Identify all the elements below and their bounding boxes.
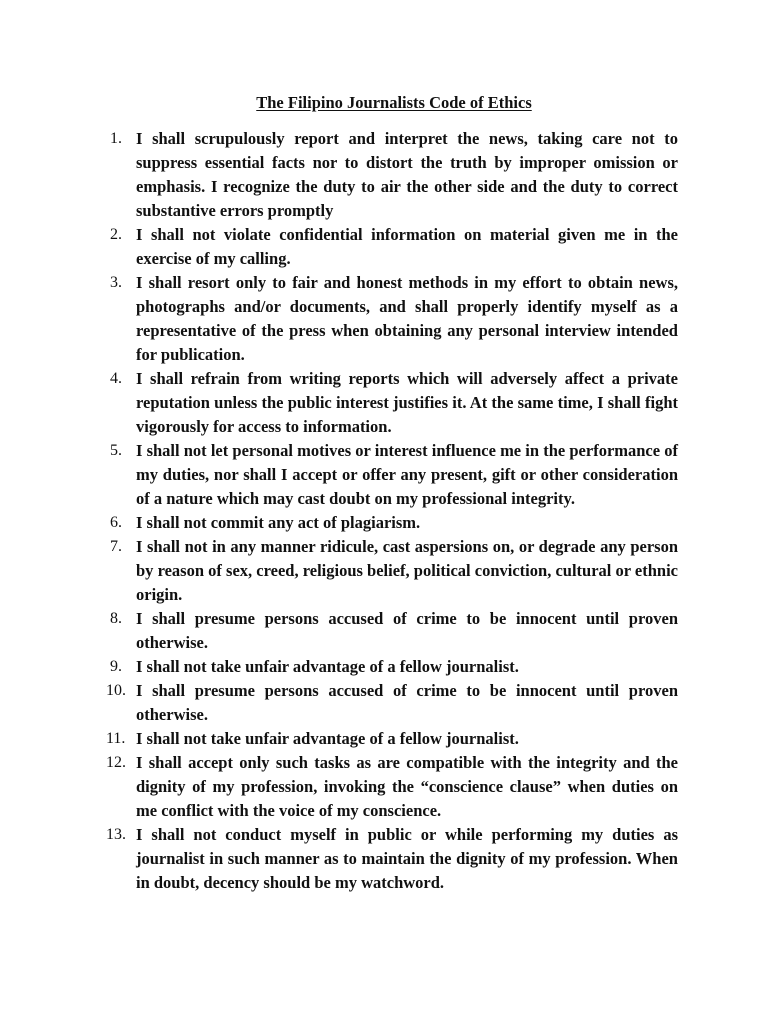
list-item [104,679,678,727]
list-item [104,727,678,751]
item-text: I shall accept only such tasks as are compatible with the integrity and the dignity of my profession, invoking the “conscience clause” when duties on me conflict with the voice of my conscience. [136,753,678,820]
item-text: I shall not violate confidential information on material given me in the exercise of my calling. [136,225,678,268]
item-text: I shall refrain from writing reports which will adversely affect a private reputation unless the public interest justifies it. At the same time, I shall fight vigorously for access to information. [136,369,678,436]
item-text: I shall not take unfair advantage of a fellow journalist. [136,657,519,676]
list-item [104,367,678,439]
document-title: The Filipino Journalists Code of Ethics [256,93,532,112]
item-number: 3. [110,274,122,291]
item-number: 1. [110,130,122,147]
item-text: I shall not let personal motives or interest influence me in the performance of my duties, nor shall I accept or offer any present, gift or other consideration of a nature which may cast doubt on my professional integrity. [136,441,678,508]
item-number: 9. [110,658,122,675]
item-text: I shall not conduct myself in public or while performing my duties as journalist in such manner as to maintain the dignity of my profession. When in doubt, decency should be my watchword. [136,825,678,892]
item-number: 2. [110,226,122,243]
item-number: 12. [106,754,126,771]
list-item [104,271,678,367]
item-text: I shall resort only to fair and honest methods in my effort to obtain news, photographs and/or documents, and shall properly identify myself as a representative of the press when obtaining any personal interview intended for publication. [136,273,678,364]
item-number: 6. [110,514,122,531]
item-text: I shall not commit any act of plagiarism. [136,513,421,532]
item-text: I shall not take unfair advantage of a fellow journalist. [136,729,519,748]
list-item [104,511,678,535]
list-item [104,439,678,511]
list-item [104,127,678,223]
item-number: 11. [106,730,126,747]
item-text: I shall scrupulously report and interpret the news, taking care not to suppress essential facts nor to distort the truth by improper omission or emphasis. I recognize the duty to air the other side and the duty to correct substantive errors promptly [136,129,678,220]
item-number: 5. [110,442,122,459]
item-number: 8. [110,610,122,627]
list-item [104,535,678,607]
list-item [104,751,678,823]
item-text: I shall presume persons accused of crime to be innocent until proven otherwise. [136,681,678,724]
item-text: I shall not in any manner ridicule, cast aspersions on, or degrade any person by reason of sex, creed, religious belief, political conviction, cultural or ethnic origin. [136,537,678,604]
item-number: 13. [106,826,126,843]
item-number: 10. [106,682,126,699]
list-item [104,823,678,895]
item-number: 7. [110,538,122,555]
list-item [104,607,678,655]
list-item [104,655,678,679]
item-number: 4. [110,370,122,387]
ethics-list [104,127,678,895]
list-item [104,223,678,271]
item-text: I shall presume persons accused of crime to be innocent until proven otherwise. [136,609,678,652]
